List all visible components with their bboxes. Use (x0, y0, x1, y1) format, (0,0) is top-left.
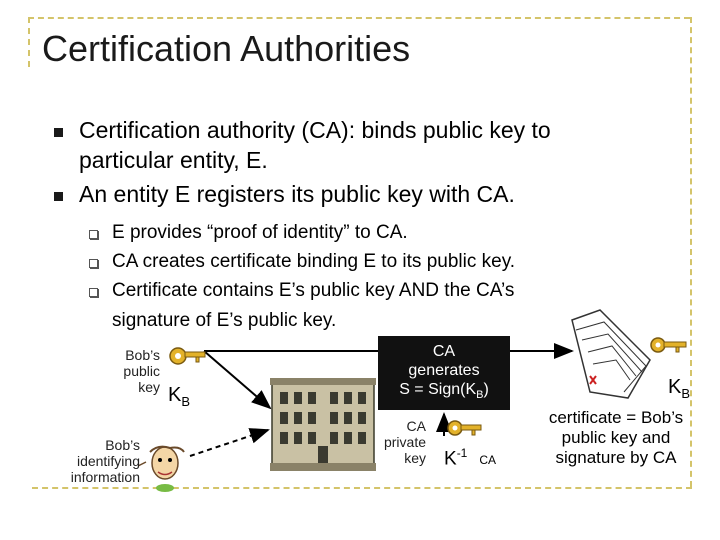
sub-bullet-1: E provides “proof of identity” to CA. (112, 222, 408, 243)
ca-private-key-icon (448, 421, 481, 435)
arrow-key-to-ca (204, 351, 270, 408)
ca-building-icon (270, 378, 376, 471)
bob-public-key-icon (170, 348, 205, 364)
certificate-caption: certificate = Bob’s public key and signature by CA (548, 408, 684, 467)
slide-title: Certification Authorities (42, 28, 411, 69)
bob-identifying-info-label: Bob’s identifying information (70, 437, 140, 485)
ca-private-key-label: CA private key (383, 418, 426, 466)
sub-bullet-2: CA creates certificate binding E to its public key. (112, 251, 516, 272)
ca-generates-box: CA generates $S = Sign(K_B)$ (378, 336, 510, 410)
sub-bullet-3: Certificate contains E’s public key AND the CA’s (112, 280, 515, 301)
sub-bullet-3-continued: signature of E’s public key. (112, 310, 337, 331)
arrow-id-to-ca (190, 430, 268, 456)
certificate-icon (572, 310, 650, 398)
bob-public-key-label: Bob’s public key (123, 347, 160, 395)
bullet-1-line-1: Certification authority (CA): binds public key to (79, 117, 551, 143)
bullet-1-line-2: particular entity, E. (79, 147, 268, 173)
certificate-public-key-icon (651, 338, 686, 352)
bob-face-icon (138, 447, 184, 492)
k-ca-label: $K^{-1}CA$ (444, 446, 497, 470)
kb-right-label: $K_B$ (668, 376, 691, 401)
kb-left-label: $K_B$ (168, 384, 191, 409)
bullet-2-line-1: An entity E registers its public key with CA. (79, 181, 515, 207)
